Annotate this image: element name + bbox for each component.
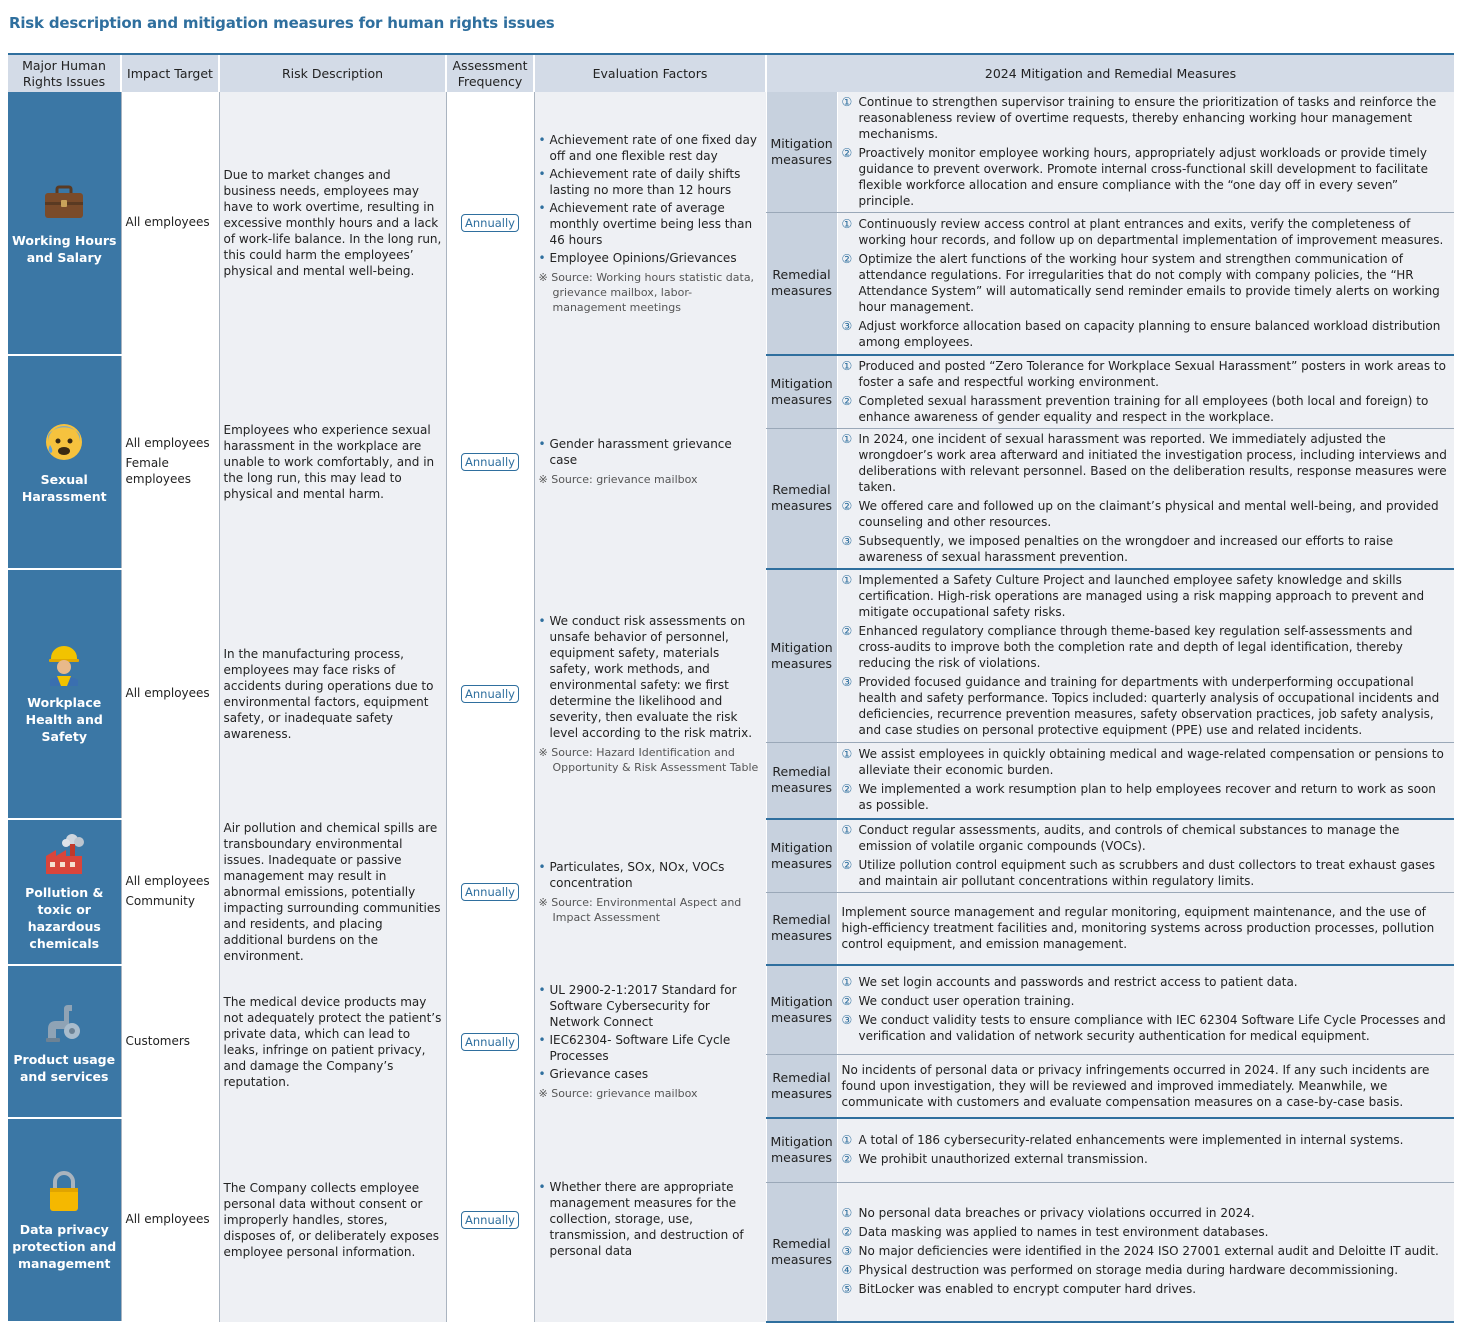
measure-item: ② Enhanced regulatory compliance through theme-based key regulation self-assessments and cross-audits to improve both the completion rate and depth of legal identification, thereby reducing the risk of violations. [841,624,1413,671]
issue-label: Sexual Harassment [21,471,107,504]
measure-item: ③ Provided focused guidance and training for departments with underperforming occupational health and safety performance. Topics included: quarterly analysis of occupational incidents and deficiencies, recurrence prevention measures, safety observation practices, job safety analysis, and case studies on personal protective equipment (PPE) use and related incidents. [841,675,1440,738]
mitigation-measures [837,355,1454,429]
target-cell [121,819,219,966]
factors-cell [534,965,766,1118]
measure-item: ① We assist employees in quickly obtaining medical and wage-related compensation or pensions to alleviate their economic burden. [841,747,1444,778]
factor-item: • Grievance cases [539,1066,762,1082]
construction-worker-icon [42,642,86,686]
issue-cell [8,569,121,819]
measure-item: ① In 2024, one incident of sexual harassment was reported. We immediately adjusted the wrongdoer’s work area afterward and initiated the investigation process, including interviews and deliberations with relevant personnel. Based on the deliberation results, response measures were taken. [841,431,1447,494]
issue-label: Workplace Health and Safety [25,695,103,744]
issue-cell [8,92,121,355]
measure-item: ③ We conduct validity tests to ensure compliance with IEC 62304 Software Life Cycle Processes and verification and validation of network security authentication for medical equipment. [841,1013,1446,1044]
measure-item: ② We prohibit unauthorized external transmission. [841,1152,1148,1167]
frequency-cell [446,965,534,1118]
factor-source: ※ Source: grievance mailbox [538,473,698,486]
mitigation-measures [837,1118,1454,1182]
measure-item: ① Produced and posted “Zero Tolerance for Workplace Sexual Harassment” posters in work areas to foster a safe and respectful working environment. [841,358,1446,389]
measure-item: ⑤ BitLocker was enabled to encrypt computer hard drives. [841,1282,1197,1297]
measure-item: ① Conduct regular assessments, audits, and controls of chemical substances to manage the emission of volatile organic compounds (VOCs). [841,822,1400,853]
mitigation-label: Mitigation measures [766,569,837,743]
frequency-badge: Annually [461,453,519,471]
target-item: All employees [125,685,210,700]
factors-cell [534,569,766,819]
target-cell [121,1118,219,1322]
frequency-cell [446,569,534,819]
measure-item: ① Continue to strengthen supervisor training to ensure the prioritization of tasks and reinforce the reasonableness review of overtime requests, thereby enhancing working hour management mechanisms. [841,95,1437,141]
target-item: Community [125,893,195,908]
frequency-cell [446,819,534,966]
remedial-label: Remedial measures [766,743,837,819]
mitigation-label: Mitigation measures [766,1118,837,1182]
measure-item: ① Implemented a Safety Culture Project and launched employee safety knowledge and skills certification. High-risk operations are managed using a risk mapping approach to prevent and mitigate occupational safety risks. [841,573,1425,620]
remedial-measures [837,743,1454,819]
measure-item: ③ No major deficiencies were identified in the 2024 ISO 27001 external audit and Deloitte IT audit. [841,1244,1439,1259]
mitigation-measures [837,569,1454,743]
padlock-icon [42,1169,86,1213]
frequency-cell [446,1118,534,1322]
measure-item: ② Completed sexual harassment prevention training for all employees (both local and foreign) to enhance awareness of gender equality and respect in the workplace. [841,393,1429,424]
mitigation-measures [837,965,1454,1054]
header-risk: Risk Description [219,54,446,92]
risk-description: Air pollution and chemical spills are transboundary environmental issues. Inadequate or passive management may result in abnormal emissions, potentially impacting surrounding communities and residents, and placing additional burdens on the environment. [219,819,446,966]
issue-label: Data privacy protection and management [12,1221,117,1271]
mitigation-measures [837,819,1454,893]
header-issue: Major Human Rights Issues [8,54,121,92]
measure-item: ② Data masking was applied to names in test environment databases. [841,1225,1269,1240]
remedial-label: Remedial measures [766,213,837,355]
risk-description: Due to market changes and business needs, employees may have to work overtime, resulting in excessive monthly hours and a lack of work-life balance. In the long run, this could harm the employees’ physical and mental well-being. [219,92,446,355]
measure-item: ① A total of 186 cybersecurity-related enhancements were implemented in internal systems. [841,1133,1404,1148]
issue-cell [8,1118,121,1322]
header-frequency: Assessment Frequency [446,54,534,92]
mitigation-label: Mitigation measures [766,819,837,893]
mechanical-arm-icon [42,999,86,1043]
page-title: Risk description and mitigation measures for human rights issues [9,14,555,32]
frequency-cell [446,355,534,569]
factor-item: • Achievement rate of daily shifts lasting no more than 12 hours [539,166,762,198]
frequency-badge: Annually [461,685,519,703]
mitigation-measures [837,92,1454,213]
frequency-badge: Annually [461,1211,519,1229]
measure-item: ② We offered care and followed up on the claimant’s physical and mental well-being, and provided counseling and other resources. [841,498,1439,529]
header-target: Impact Target [121,54,219,92]
factor-item: • We conduct risk assessments on unsafe behavior of personnel, equipment safety, materials safety, work methods, and environmental safety: we first determine the likelihood and severity, then evaluate the risk level according to the risk matrix. [539,613,762,741]
remedial-measures: Implement source management and regular monitoring, equipment maintenance, and the use of high-efficiency treatment facilities and, monitoring systems across production processes, pollution control equipment, and emission management. [837,892,1454,965]
frequency-badge: Annually [461,883,519,901]
target-item: All employees [125,1212,210,1226]
mitigation-label: Mitigation measures [766,965,837,1054]
issue-label: Pollution & toxic or hazardous chemicals [25,884,104,951]
target-item: All employees [125,873,210,888]
factors-cell [534,1118,766,1322]
factor-item: • Gender harassment grievance case [539,436,762,468]
factor-item: • Achievement rate of one fixed day off and one flexible rest day [539,132,762,164]
measure-item: ② We implemented a work resumption plan to help employees recover and return to work as soon as possible. [841,782,1436,813]
target-item: Customers [125,1033,191,1048]
mitigation-label: Mitigation measures [766,355,837,429]
remedial-measures [837,213,1454,355]
measure-item: ③ Subsequently, we imposed penalties on the wrongdoer and increased our efforts to raise awareness of sexual harassment prevention. [841,533,1394,564]
factor-source: ※ Source: Environmental Aspect and Impact Assessment [538,895,742,924]
remedial-label: Remedial measures [766,1054,837,1118]
risk-description: The medical device products may not adequately protect the patient’s private data, which can lead to leaks, infringe on patient privacy, and damage the Company’s reputation. [219,965,446,1118]
remedial-measures: No incidents of personal data or privacy infringements occurred in 2024. If any such incidents are found upon investigation, they will be reviewed and improved immediately. Meanwhile, we communicate with customers and evaluate compensation measures on a case-by-case basis. [837,1054,1454,1118]
issue-cell [8,355,121,569]
remedial-label: Remedial measures [766,428,837,569]
measure-item: ③ Adjust workforce allocation based on capacity planning to ensure balanced workload distribution among employees. [841,318,1441,349]
risk-description: The Company collects employee personal data without consent or improperly handles, stores, disposes of, or deliberately exposes employee personal information. [219,1118,446,1322]
briefcase-icon [42,180,86,224]
issue-label: Product usage and services [13,1051,116,1084]
factory-icon [42,832,86,876]
factor-item: • Employee Opinions/Grievances [539,250,762,266]
target-item: All employees [125,215,210,230]
factors-cell [534,355,766,569]
target-cell [121,569,219,819]
header-measures: 2024 Mitigation and Remedial Measures [766,54,1454,92]
header-factors: Evaluation Factors [534,54,766,92]
worried-face-icon [42,419,86,463]
factor-source: ※ Source: grievance mailbox [538,1087,698,1100]
target-cell [121,355,219,569]
target-item: Female employees [125,455,191,486]
factors-cell [534,819,766,966]
risk-description: In the manufacturing process, employees may face risks of accidents during operations due to environmental factors, equipment safety, or inadequate safety awareness. [219,569,446,819]
frequency-badge: Annually [461,1033,519,1051]
measure-item: ① No personal data breaches or privacy violations occurred in 2024. [841,1206,1255,1221]
factor-item: • Achievement rate of average monthly overtime being less than 46 hours [539,200,762,248]
frequency-cell [446,92,534,355]
measure-item: ② Utilize pollution control equipment such as scrubbers and dust collectors to treat exhaust gases and maintain air pollutant concentrations within regulatory limits. [841,857,1435,888]
measure-item: ② Proactively monitor employee working hours, appropriately adjust workloads or provide timely guidance to prevent overwork. Promote internal cross-functional skill development to facilitate flexible workforce allocation and ensure compliance with the “one day off in every seven” principle. [841,146,1428,208]
factor-item: • Whether there are appropriate management measures for the collection, storage, use, transmission, and destruction of personal data [539,1179,762,1259]
target-item: All employees [125,435,210,450]
factor-item: • IEC62304- Software Life Cycle Processes [539,1032,762,1064]
target-cell [121,92,219,355]
factors-cell [534,92,766,355]
factor-item: • UL 2900-2-1:2017 Standard for Software Cybersecurity for Network Connect [539,982,762,1030]
measure-item: ④ Physical destruction was performed on storage media during hardware decommissioning. [841,1263,1399,1278]
measure-item: ① Continuously review access control at plant entrances and exits, verify the completeness of working hour records, and follow up on departmental implementation of improvement measures. [841,216,1444,247]
measure-item: ② We conduct user operation training. [841,994,1075,1009]
factor-source: ※ Source: Working hours statistic data, grievance mailbox, labor-management meetings [538,270,755,314]
remedial-label: Remedial measures [766,892,837,965]
target-cell [121,965,219,1118]
issue-cell [8,819,121,966]
factor-item: • Particulates, SOx, NOx, VOCs concentration [539,859,762,891]
factor-source: ※ Source: Hazard Identification and Opportunity & Risk Assessment Table [538,745,759,774]
issue-label: Working Hours and Salary [12,232,117,265]
remedial-measures [837,1182,1454,1322]
risk-description: Employees who experience sexual harassment in the workplace are unable to work comfortably, and in the long run, this may lead to physical and mental harm. [219,355,446,569]
frequency-badge: Annually [461,214,519,232]
measure-item: ① We set login accounts and passwords and restrict access to patient data. [841,975,1298,990]
issue-cell [8,965,121,1118]
human-rights-risk-table [8,53,1454,1323]
remedial-measures [837,428,1454,569]
mitigation-label: Mitigation measures [766,92,837,213]
remedial-label: Remedial measures [766,1182,837,1322]
measure-item: ② Optimize the alert functions of the working hour system and strengthen communication of attendance regulations. For irregularities that do not comply with company policies, the “HR Attendance System” will automatically send reminder emails to provide timely alerts on working hour management. [841,251,1440,314]
